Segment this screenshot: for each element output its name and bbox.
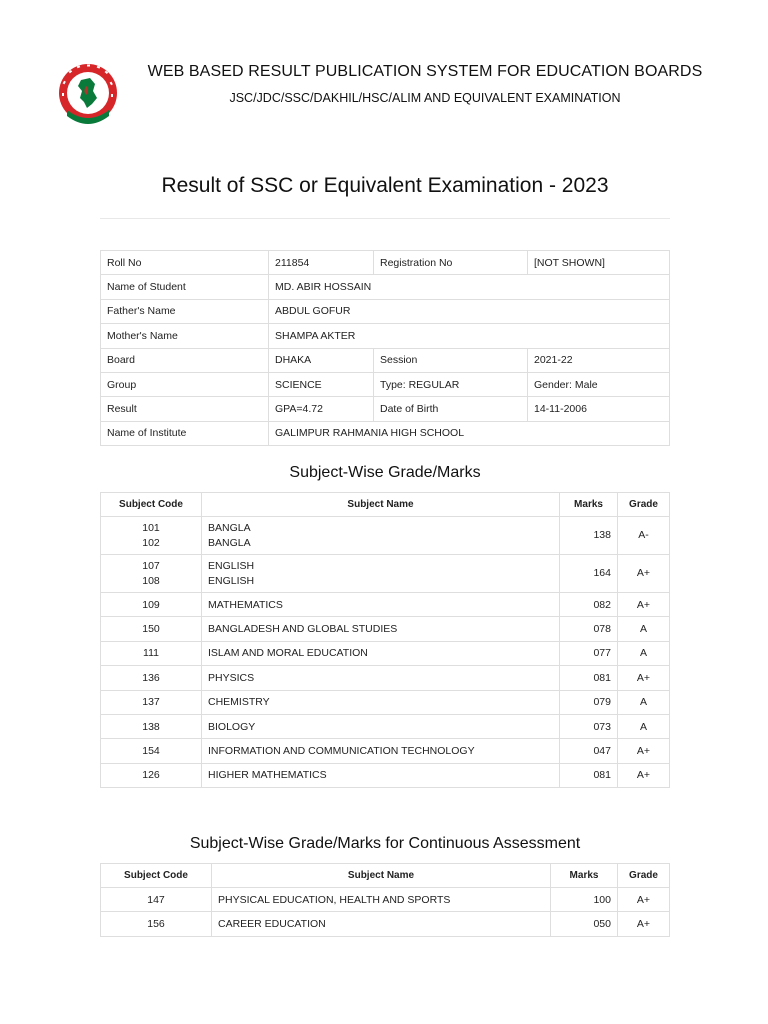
- subject-grade: A: [618, 690, 670, 714]
- subject-marks: 050: [551, 912, 618, 936]
- subject-name: BANGLA BANGLA: [202, 517, 560, 555]
- subject-grade: A+: [618, 739, 670, 763]
- subject-code: 126: [101, 763, 202, 787]
- subject-marks: 100: [551, 888, 618, 912]
- subject-marks: 077: [560, 641, 618, 665]
- subject-grade: A+: [618, 763, 670, 787]
- table-row: [101, 593, 670, 617]
- mother-name-label: Mother's Name: [101, 324, 269, 348]
- header-subject-name: Subject Name: [212, 864, 551, 888]
- board-value: DHAKA: [269, 348, 374, 372]
- student-name-value: MD. ABIR HOSSAIN: [269, 275, 670, 299]
- board-label: Board: [101, 348, 269, 372]
- page-header: [0, 0, 768, 140]
- result-label: Result: [101, 397, 269, 421]
- info-row-group: [101, 372, 670, 396]
- header-marks: Marks: [560, 493, 618, 517]
- student-info-table: [100, 250, 670, 446]
- type-value: Type: REGULAR: [374, 372, 528, 396]
- subject-grade: A+: [618, 555, 670, 593]
- student-name-label: Name of Student: [101, 275, 269, 299]
- header-grade: Grade: [618, 864, 670, 888]
- institute-label: Name of Institute: [101, 421, 269, 445]
- info-row-roll: [101, 251, 670, 275]
- subject-code: 147: [101, 888, 212, 912]
- session-label: Session: [374, 348, 528, 372]
- grades-table: [100, 492, 670, 788]
- subject-marks: 081: [560, 666, 618, 690]
- subject-code: 154: [101, 739, 202, 763]
- page-title: Result of SSC or Equivalent Examination - 2023: [161, 174, 609, 197]
- subject-name: CAREER EDUCATION: [212, 912, 551, 936]
- table-row: [101, 690, 670, 714]
- result-value: GPA=4.72: [269, 397, 374, 421]
- info-row-name: [101, 275, 670, 299]
- subject-code: 111: [101, 641, 202, 665]
- grades-section-title: Subject-Wise Grade/Marks: [289, 464, 481, 481]
- continuous-assessment-table: [100, 863, 670, 937]
- subject-marks: 082: [560, 593, 618, 617]
- subject-name: PHYSICS: [202, 666, 560, 690]
- table-row: [101, 714, 670, 738]
- subject-marks: 138: [560, 517, 618, 555]
- subject-grade: A: [618, 617, 670, 641]
- subject-code: 109: [101, 593, 202, 617]
- grades-header-row: [101, 493, 670, 517]
- table-row: [101, 763, 670, 787]
- mother-name-value: SHAMPA AKTER: [269, 324, 670, 348]
- subject-name: BIOLOGY: [202, 714, 560, 738]
- subject-name: INFORMATION AND COMMUNICATION TECHNOLOGY: [202, 739, 560, 763]
- subject-code: 107 108: [101, 555, 202, 593]
- info-row-institute: [101, 421, 670, 445]
- info-row-father: [101, 299, 670, 323]
- subject-name: CHEMISTRY: [202, 690, 560, 714]
- session-value: 2021-22: [528, 348, 670, 372]
- registration-value: [NOT SHOWN]: [528, 251, 670, 275]
- subject-name: HIGHER MATHEMATICS: [202, 763, 560, 787]
- table-row: [101, 666, 670, 690]
- header-subject-code: Subject Code: [101, 864, 212, 888]
- header-subject-name: Subject Name: [202, 493, 560, 517]
- subject-grade: A+: [618, 912, 670, 936]
- subject-code: 156: [101, 912, 212, 936]
- subject-name: BANGLADESH AND GLOBAL STUDIES: [202, 617, 560, 641]
- father-name-value: ABDUL GOFUR: [269, 299, 670, 323]
- subject-marks: 081: [560, 763, 618, 787]
- subject-name: PHYSICAL EDUCATION, HEALTH AND SPORTS: [212, 888, 551, 912]
- table-row: [101, 739, 670, 763]
- header-marks: Marks: [551, 864, 618, 888]
- table-row: [101, 888, 670, 912]
- subject-marks: 047: [560, 739, 618, 763]
- system-title: WEB BASED RESULT PUBLICATION SYSTEM FOR EDUCATION BOARDS: [147, 63, 703, 80]
- group-value: SCIENCE: [269, 372, 374, 396]
- subject-name: ENGLISH ENGLISH: [202, 555, 560, 593]
- subject-grade: A-: [618, 517, 670, 555]
- subject-marks: 164: [560, 555, 618, 593]
- subject-grade: A: [618, 641, 670, 665]
- table-row: [101, 517, 670, 555]
- subject-grade: A+: [618, 888, 670, 912]
- table-row: [101, 617, 670, 641]
- ca-header-row: [101, 864, 670, 888]
- info-row-board: [101, 348, 670, 372]
- table-row: [101, 555, 670, 593]
- subject-marks: 073: [560, 714, 618, 738]
- subject-marks: 079: [560, 690, 618, 714]
- father-name-label: Father's Name: [101, 299, 269, 323]
- header-grade: Grade: [618, 493, 670, 517]
- subject-grade: A: [618, 714, 670, 738]
- group-label: Group: [101, 372, 269, 396]
- subject-code: 138: [101, 714, 202, 738]
- subject-code: 137: [101, 690, 202, 714]
- subject-name: MATHEMATICS: [202, 593, 560, 617]
- roll-value: 211854: [269, 251, 374, 275]
- info-row-mother: [101, 324, 670, 348]
- subject-code: 150: [101, 617, 202, 641]
- dob-value: 14-11-2006: [528, 397, 670, 421]
- table-row: [101, 912, 670, 936]
- subject-grade: A+: [618, 593, 670, 617]
- registration-label: Registration No: [374, 251, 528, 275]
- gender-value: Gender: Male: [528, 372, 670, 396]
- subject-code: 101 102: [101, 517, 202, 555]
- system-subtitle: JSC/JDC/SSC/DAKHIL/HSC/ALIM AND EQUIVALENT EXAMINATION: [229, 91, 621, 105]
- subject-code: 136: [101, 666, 202, 690]
- subject-name: ISLAM AND MORAL EDUCATION: [202, 641, 560, 665]
- roll-label: Roll No: [101, 251, 269, 275]
- ca-section-title: Subject-Wise Grade/Marks for Continuous Assessment: [189, 835, 581, 852]
- institute-value: GALIMPUR RAHMANIA HIGH SCHOOL: [269, 421, 670, 445]
- dob-label: Date of Birth: [374, 397, 528, 421]
- info-row-result: [101, 397, 670, 421]
- header-subject-code: Subject Code: [101, 493, 202, 517]
- table-row: [101, 641, 670, 665]
- subject-marks: 078: [560, 617, 618, 641]
- subject-grade: A+: [618, 666, 670, 690]
- government-seal-icon: [57, 60, 119, 130]
- title-divider: [100, 218, 670, 219]
